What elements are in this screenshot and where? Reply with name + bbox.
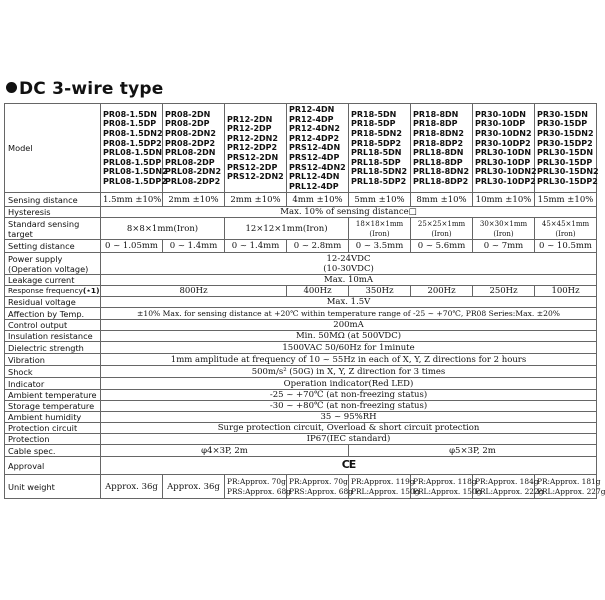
row-indicator bbox=[5, 378, 597, 390]
model-cell bbox=[535, 104, 597, 193]
model-name: PRL12-4DP bbox=[289, 181, 339, 191]
label-storage-temperature: Storage temperature bbox=[5, 401, 101, 412]
row-protection-circuit bbox=[5, 423, 597, 434]
response-frequency-text: Response frequency bbox=[8, 286, 83, 296]
value-cell: φ5×3P, 2m bbox=[349, 445, 597, 457]
value-cell: Min. 50MΩ (at 500VDC) bbox=[101, 331, 597, 342]
value-cell bbox=[287, 475, 353, 499]
model-name: PR30-15DP bbox=[537, 119, 588, 129]
label-insulation-resistance: Insulation resistance bbox=[5, 331, 101, 342]
model-name: PRL08-1.5DP bbox=[103, 157, 162, 167]
model-name: PR30-15DP2 bbox=[537, 138, 593, 148]
value-cell: 5mm ±10% bbox=[349, 193, 411, 207]
value-cell: -30 ~ +80℃ (at non-freezing status) bbox=[101, 401, 597, 412]
value-cell bbox=[473, 475, 544, 499]
value-cell: 0 ~ 7mm bbox=[473, 240, 535, 253]
value-cell: ±10% Max. for sensing distance at +20℃ within temperature range of -25 ~ +70℃, PR08 Series:Max. ±20% bbox=[101, 308, 597, 320]
value-cell: 1.5mm ±10% bbox=[101, 193, 163, 207]
model-name: PRS12-2DN bbox=[227, 152, 279, 162]
weight-line: PR:Approx. 181g bbox=[537, 477, 601, 487]
power-supply-line: (10-30VDC) bbox=[323, 263, 374, 274]
value-cell bbox=[349, 475, 420, 499]
label-protection-circuit: Protection circuit bbox=[5, 423, 101, 434]
label-unit-weight: Unit weight bbox=[5, 475, 101, 499]
model-name: PR30-15DN2 bbox=[537, 128, 594, 138]
model-cell bbox=[101, 104, 168, 193]
row-shock bbox=[5, 366, 597, 378]
label-indicator: Indicator bbox=[5, 378, 101, 390]
model-name: PR30-10DN2 bbox=[475, 128, 532, 138]
model-cell bbox=[411, 104, 473, 193]
model-name: PR08-2DP bbox=[165, 119, 210, 129]
value-cell: 8mm ±10% bbox=[411, 193, 473, 207]
value-cell: Operation indicator(Red LED) bbox=[101, 378, 597, 390]
row-leakage-current bbox=[5, 275, 597, 286]
row-standard-target bbox=[5, 218, 597, 240]
model-name: PR30-10DP2 bbox=[475, 138, 531, 148]
value-cell bbox=[225, 475, 291, 499]
label-protection: Protection bbox=[5, 434, 101, 445]
model-name: PR12-2DP bbox=[227, 124, 272, 134]
value-cell: 0 ~ 5.6mm bbox=[411, 240, 473, 253]
label-ambient-temperature: Ambient temperature bbox=[5, 390, 101, 401]
model-name: PRL18-8DN2 bbox=[413, 167, 470, 177]
model-name: PRL30-15DP2 bbox=[537, 176, 598, 186]
row-storage-temperature bbox=[5, 401, 597, 412]
model-name: PR30-15DN bbox=[537, 109, 588, 119]
model-name: PRS12-4DP bbox=[289, 152, 340, 162]
value-cell: 25×25×1mm (Iron) bbox=[411, 218, 473, 240]
model-name: PR12-2DN2 bbox=[227, 133, 278, 143]
label-standard-target: Standard sensing target bbox=[5, 218, 101, 240]
label-cable-spec: Cable spec. bbox=[5, 445, 101, 457]
row-insulation-resistance bbox=[5, 331, 597, 342]
model-cell bbox=[349, 104, 411, 193]
model-name: PR18-8DN2 bbox=[413, 128, 464, 138]
model-name: PR18-5DP bbox=[351, 119, 396, 129]
bullet-icon bbox=[6, 82, 17, 93]
value-cell: Approx. 36g bbox=[101, 475, 163, 499]
model-name: PRL30-15DN bbox=[537, 148, 594, 158]
row-ambient-temperature bbox=[5, 390, 597, 401]
label-response-frequency bbox=[5, 286, 101, 297]
row-hysteresis bbox=[5, 207, 597, 218]
model-name: PR08-2DN bbox=[165, 109, 211, 119]
model-name: PRL12-4DN bbox=[289, 172, 340, 182]
model-name: PRS12-4DN bbox=[289, 143, 341, 153]
model-name: PRL18-5DN2 bbox=[351, 167, 408, 177]
value-cell: -25 ~ +70℃ (at non-freezing status) bbox=[101, 390, 597, 401]
value-cell: Max. 1.5V bbox=[101, 297, 597, 308]
value-cell: 18×18×1mm (Iron) bbox=[349, 218, 411, 240]
value-cell: 200mA bbox=[101, 320, 597, 331]
label-hysteresis: Hysteresis bbox=[5, 207, 101, 218]
value-cell: Approx. 36g bbox=[163, 475, 225, 499]
label-dielectric-strength: Dielectric strength bbox=[5, 342, 101, 354]
label-vibration: Vibration bbox=[5, 354, 101, 366]
row-unit-weight bbox=[5, 475, 597, 499]
row-sensing-distance bbox=[5, 193, 597, 207]
model-name: PR12-4DP bbox=[289, 114, 334, 124]
value-cell: 0 ~ 10.5mm bbox=[535, 240, 597, 253]
value-cell: 350Hz bbox=[349, 286, 411, 297]
model-name: PRS12-2DP bbox=[227, 162, 278, 172]
weight-line: PRL:Approx. 150g bbox=[413, 486, 482, 496]
model-name: PR08-1.5DP2 bbox=[103, 138, 162, 148]
value-cell: 200Hz bbox=[411, 286, 473, 297]
row-residual-voltage bbox=[5, 297, 597, 308]
value-cell: Max. 10% of sensing distance□ bbox=[101, 207, 597, 218]
value-cell: 400Hz bbox=[287, 286, 349, 297]
value-cell: 800Hz bbox=[101, 286, 287, 297]
model-name: PRL08-2DP bbox=[165, 157, 215, 167]
weight-line: PRL:Approx. 222g bbox=[475, 486, 544, 496]
weight-line: PR:Approx. 119g bbox=[351, 477, 415, 487]
model-name: PRL08-1.5DN2 bbox=[103, 167, 168, 177]
value-cell: 2mm ±10% bbox=[225, 193, 287, 207]
value-cell: 0 ~ 3.5mm bbox=[349, 240, 411, 253]
weight-line: PR:Approx. 70g bbox=[289, 477, 348, 487]
model-cell bbox=[163, 104, 225, 193]
model-cell bbox=[225, 104, 287, 193]
model-name: PRL08-1.5DP2 bbox=[103, 176, 167, 186]
model-name: PRL08-2DN bbox=[165, 148, 216, 158]
model-name: PRL30-10DP2 bbox=[475, 176, 536, 186]
value-cell: 1500VAC 50/60Hz for 1minute bbox=[101, 342, 597, 354]
model-name: PRL30-10DP bbox=[475, 157, 531, 167]
label-residual-voltage: Residual voltage bbox=[5, 297, 101, 308]
ce-mark-icon: CE bbox=[341, 458, 356, 472]
label-power-supply: Power supply (Operation voltage) bbox=[5, 253, 101, 275]
model-name: PRL18-5DN bbox=[351, 148, 402, 158]
label-sensing-distance: Sensing distance bbox=[5, 193, 101, 207]
value-cell: 8×8×1mm(Iron) bbox=[101, 218, 225, 240]
model-name: PR18-5DN2 bbox=[351, 128, 402, 138]
row-vibration bbox=[5, 354, 597, 366]
value-cell: 0 ~ 2.8mm bbox=[287, 240, 349, 253]
value-cell: 1mm amplitude at frequency of 10 ~ 55Hz in each of X, Y, Z directions for 2 hours bbox=[101, 354, 597, 366]
model-name: PR18-5DP2 bbox=[351, 138, 402, 148]
model-name: PRL18-5DP2 bbox=[351, 176, 407, 186]
value-cell: 0 ~ 1.05mm bbox=[101, 240, 163, 253]
value-cell: Surge protection circuit, Overload & short circuit protection bbox=[101, 423, 597, 434]
section-title bbox=[6, 79, 163, 99]
model-name: PR30-10DN bbox=[475, 109, 526, 119]
model-name: PRS12-2DN2 bbox=[227, 172, 284, 182]
model-name: PR08-2DP2 bbox=[165, 138, 216, 148]
model-name: PRL18-8DP bbox=[413, 157, 463, 167]
row-response-frequency bbox=[5, 286, 597, 297]
weight-line: PRS:Approx. 68g bbox=[289, 486, 353, 496]
model-name: PR12-2DP2 bbox=[227, 143, 278, 153]
weight-line: PR:Approx. 184g bbox=[475, 477, 539, 487]
model-name: PR08-1.5DN2 bbox=[103, 128, 163, 138]
model-cell bbox=[473, 104, 535, 193]
model-cell bbox=[287, 104, 349, 193]
value-cell bbox=[101, 253, 597, 275]
model-name: PRL08-2DP2 bbox=[165, 176, 221, 186]
power-supply-line: 12-24VDC bbox=[326, 253, 371, 264]
model-name: PRL30-10DN bbox=[475, 148, 532, 158]
row-ambient-humidity bbox=[5, 412, 597, 423]
model-name: PRL30-15DP bbox=[537, 157, 593, 167]
value-cell: 500m/s² (50G) in X, Y, Z direction for 3 times bbox=[101, 366, 597, 378]
response-frequency-note: (⋆1) bbox=[82, 286, 100, 296]
model-name: PR18-8DP2 bbox=[413, 138, 464, 148]
value-cell: Max. 10mA bbox=[101, 275, 597, 286]
row-control-output bbox=[5, 320, 597, 331]
label-control-output: Control output bbox=[5, 320, 101, 331]
weight-line: PRL:Approx. 150g bbox=[351, 486, 420, 496]
value-cell bbox=[101, 457, 597, 475]
spec-table bbox=[4, 103, 605, 499]
row-setting-distance bbox=[5, 240, 597, 253]
weight-line: PR:Approx. 70g bbox=[227, 477, 286, 487]
row-affection-by-temp bbox=[5, 308, 597, 320]
model-name: PR30-10DP bbox=[475, 119, 526, 129]
model-name: PRL30-10DN2 bbox=[475, 167, 537, 177]
model-name: PRL08-1.5DN bbox=[103, 148, 163, 158]
model-name: PRL18-8DN bbox=[413, 148, 464, 158]
value-cell: 15mm ±10% bbox=[535, 193, 597, 207]
row-protection bbox=[5, 434, 597, 445]
value-cell: 30×30×1mm (Iron) bbox=[473, 218, 535, 240]
label-shock: Shock bbox=[5, 366, 101, 378]
label-setting-distance: Setting distance bbox=[5, 240, 101, 253]
model-name: PR12-2DN bbox=[227, 114, 273, 124]
model-name: PR18-8DN bbox=[413, 109, 459, 119]
row-approval bbox=[5, 457, 597, 475]
value-cell bbox=[535, 475, 605, 499]
value-cell: 100Hz bbox=[535, 286, 597, 297]
row-power-supply bbox=[5, 253, 597, 275]
weight-line: PRL:Approx. 227g bbox=[537, 486, 605, 496]
label-leakage-current: Leakage current bbox=[5, 275, 101, 286]
value-cell: 10mm ±10% bbox=[473, 193, 535, 207]
label-affection-by-temp: Affection by Temp. bbox=[5, 308, 101, 320]
row-dielectric-strength bbox=[5, 342, 597, 354]
value-cell: φ4×3P, 2m bbox=[101, 445, 349, 457]
model-name: PR08-2DN2 bbox=[165, 128, 216, 138]
row-cable-spec bbox=[5, 445, 597, 457]
value-cell bbox=[411, 475, 482, 499]
label-approval: Approval bbox=[5, 457, 101, 475]
value-cell: 4mm ±10% bbox=[287, 193, 349, 207]
row-model bbox=[5, 104, 597, 193]
value-cell: 250Hz bbox=[473, 286, 535, 297]
value-cell: 0 ~ 1.4mm bbox=[163, 240, 225, 253]
model-name: PRL30-15DN2 bbox=[537, 167, 599, 177]
model-name: PR12-4DN2 bbox=[289, 124, 340, 134]
label-ambient-humidity: Ambient humidity bbox=[5, 412, 101, 423]
model-name: PR08-1.5DP bbox=[103, 119, 157, 129]
model-name: PR08-1.5DN bbox=[103, 109, 157, 119]
model-name: PRL08-2DN2 bbox=[165, 167, 222, 177]
model-name: PR18-8DP bbox=[413, 119, 458, 129]
value-cell: 12×12×1mm(Iron) bbox=[225, 218, 349, 240]
value-cell: 35 ~ 95%RH bbox=[101, 412, 597, 423]
model-name: PR18-5DN bbox=[351, 109, 397, 119]
value-cell: 45×45×1mm (Iron) bbox=[535, 218, 597, 240]
value-cell: 2mm ±10% bbox=[163, 193, 225, 207]
weight-line: PR:Approx. 118g bbox=[413, 477, 477, 487]
weight-line: PRS:Approx. 68g bbox=[227, 486, 291, 496]
model-name: PRS12-4DN2 bbox=[289, 162, 346, 172]
value-cell: IP67(IEC standard) bbox=[101, 434, 597, 445]
section-title-text: DC 3-wire type bbox=[19, 79, 164, 99]
model-name: PR12-4DP2 bbox=[289, 133, 340, 143]
model-name: PR12-4DN bbox=[289, 105, 335, 114]
value-cell: 0 ~ 1.4mm bbox=[225, 240, 287, 253]
model-name: PRL18-8DP2 bbox=[413, 176, 469, 186]
model-name: PRL18-5DP bbox=[351, 157, 401, 167]
label-model: Model bbox=[5, 104, 101, 193]
